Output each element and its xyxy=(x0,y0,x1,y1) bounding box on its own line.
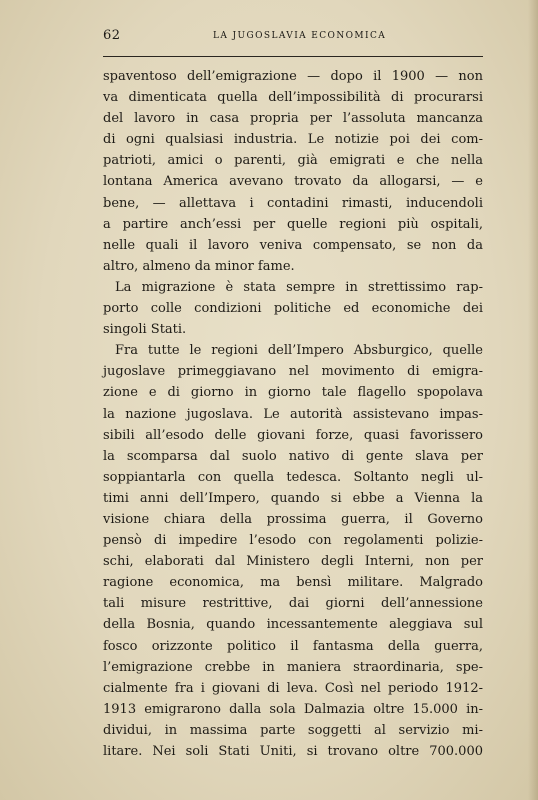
text-line: sibili all’esodo delle giovani forze, quasi favorissero xyxy=(103,427,483,443)
running-title: LA JUGOSLAVIA ECONOMICA xyxy=(213,31,387,41)
text-line: dividui, in massima parte soggetti al servizio mi- xyxy=(103,722,483,738)
header-rule xyxy=(103,56,483,57)
text-line: patrioti, amici o parenti, già emigrati e che nella xyxy=(103,153,483,169)
page-header xyxy=(103,28,483,50)
text-line: tali misure restrittive, dai giorni dell’annessione xyxy=(103,596,483,612)
text-line: schi, elaborati dal Ministero degli Interni, non per xyxy=(103,554,483,570)
page-edge-shadow xyxy=(528,0,538,800)
text-line: fosco orizzonte politico il fantasma della guerra, xyxy=(103,638,483,654)
text-line: altro, almeno da minor fame. xyxy=(103,258,295,274)
text-line: di ogni qualsiasi industria. Le notizie poi dei com- xyxy=(103,132,483,148)
text-line: la nazione jugoslava. Le autorità assistevano impas- xyxy=(103,406,483,422)
paragraph xyxy=(103,66,483,277)
text-line: litare. Nei soli Stati Uniti, si trovano oltre 700.000 xyxy=(103,744,483,759)
text-line: Fra tutte le regioni dell’Impero Absburgico, quelle xyxy=(115,343,483,359)
text-line: timi anni dell’Impero, quando si ebbe a Vienna la xyxy=(103,490,483,506)
text-line: va dimenticata quella dell’impossibilità di procurarsi xyxy=(103,90,483,106)
text-line: pensò di impedire l’esodo con regolamenti polizie- xyxy=(103,533,483,549)
text-line: della Bosnia, quando incessantemente aleggiava sul xyxy=(103,617,483,633)
text-line: 1913 emigrarono dalla sola Dalmazia oltre 15.000 in- xyxy=(103,701,483,717)
text-line: porto colle condizioni politiche ed economiche dei xyxy=(103,301,483,317)
text-line: cialmente fra i giovani di leva. Così nel periodo 1912- xyxy=(103,680,483,696)
paragraph xyxy=(103,340,483,762)
text-line: bene, — allettava i contadini rimasti, inducendoli xyxy=(103,195,483,211)
text-line: La migrazione è stata sempre in strettissimo rap- xyxy=(115,279,483,295)
text-line: singoli Stati. xyxy=(103,322,187,338)
text-line: del lavoro in casa propria per l’assoluta mancanza xyxy=(103,111,483,127)
text-line: zione e di giorno in giorno tale flagello spopolava xyxy=(103,385,483,401)
text-line: nelle quali il lavoro veniva compensato, se non da xyxy=(103,237,483,253)
text-line: spaventoso dell’emigrazione — dopo il 1900 — non xyxy=(103,69,483,84)
page-number: 62 xyxy=(103,28,121,43)
text-line: la scomparsa dal suolo nativo di gente slava per xyxy=(103,448,483,464)
text-line: a partire anch’essi per quelle regioni più ospitali, xyxy=(103,216,483,232)
text-line: lontana America avevano trovato da allogarsi, — e xyxy=(103,174,483,190)
text-line: soppiantarla con quella tedesca. Soltanto negli ul- xyxy=(103,469,483,485)
body-text xyxy=(103,66,483,762)
paragraph xyxy=(103,277,483,340)
text-line: visione chiara della prossima guerra, il Governo xyxy=(103,511,483,527)
text-line: jugoslave primeggiavano nel movimento di emigra- xyxy=(103,364,483,380)
text-line: l’emigrazione crebbe in maniera straordinaria, spe- xyxy=(103,659,483,675)
text-line: ragione economica, ma bensì militare. Malgrado xyxy=(103,575,483,591)
